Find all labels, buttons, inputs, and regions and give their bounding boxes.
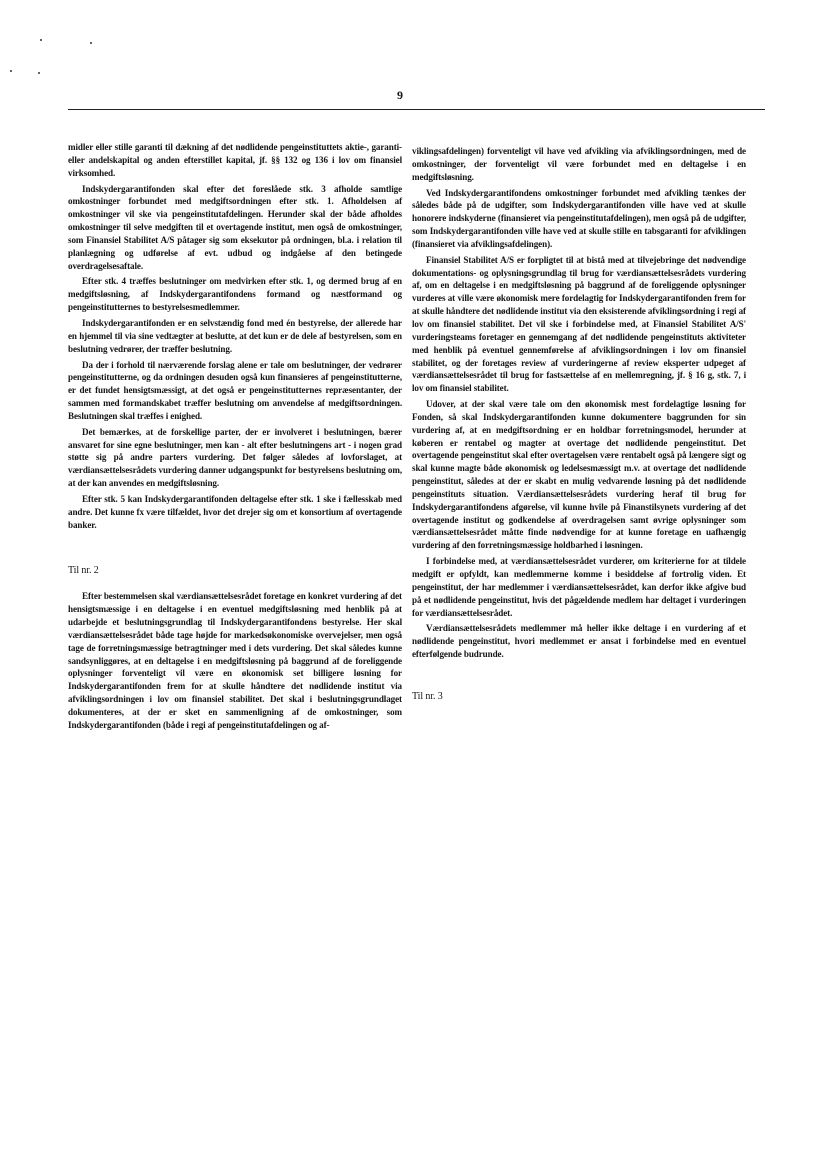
paragraph: I forbindelse med, at værdiansættelsesrådet vurderer, om kriterierne for at tildele medgift er opfyldt, kan medlemmerne komme i besiddelse af fortrolig viden. Et pengeinstitut, der har medlemmer i værdiansættelsesrådet, kan derfor ikke afgive bud på et nødlidende pengeinstitut, hvis det pågældende medlem har deltaget i vurderingen for værdiansættelsesrådet. <box>412 556 746 618</box>
paragraph: Udover, at der skal være tale om den økonomisk mest fordelagtige løsning for Fonden, så skal Indskydergarantifonden kunne dokumentere baggrunden for sin vurdering af, at en medgiftsordning er en holdbar forretningsmodel, herunder at køberen er rentabel og magter at overtage det nødlidende pengeinstitut. Det overtagende pengeinstitut skal efter overtagelsen være rentabelt også på længere sigt og skal kunne magte både økonomisk og ledelsesmæssigt m.v. at overtage det nødlidende pengeinstitut, således at der er skabt en mulig vedvarende løsning på det nødlidende pengeinstituts situation. Værdiansættelsesrådets vurdering heraf til brug for Indskydergarantifondens afgørelse, vil kunne hvile på Finanstilsynets vurdering af det overtagende institut og godkendelse af overdragelsen samt øvrige oplysninger som værdiansættelsesrådet måtte finde nødvendige for at kunne foretage en uafhængig vurdering af den forretningsmæssige holdbarhed i løsningen. <box>412 399 746 551</box>
paragraph: Efter stk. 4 træffes beslutninger om medvirken efter stk. 1, og dermed brug af en medgiftsløsning, af Indskydergarantifondens formand og næstformand og pengeinstitutternes to bestyrelsesmedlemmer. <box>68 276 402 313</box>
paragraph: Da der i forhold til nærværende forslag alene er tale om beslutninger, der vedrører pengeinstitutterne, og da ordningen desuden også kun finansieres af pengeinstitutterne, er det fundet hensigtsmæssigt, at det også er pengeinstitutternes repræsentanter, der sammen med formandskabet træffer beslutning om anvendelse af medgiftsordningen. Beslutningen skal træffes i enighed. <box>68 359 402 421</box>
paragraph: Indskydergarantifonden er en selvstændig fond med én bestyrelse, der allerede har en hjemmel til via sine vedtægter at beslutte, at det kun er de dele af bestyrelsen, som en beslutning vedrører, der træffer beslutning. <box>68 317 402 354</box>
header-rule <box>68 109 765 110</box>
paragraph: Indskydergarantifonden skal efter det foreslåede stk. 3 afholde samtlige omkostninger forbundet med medgiftsordningen efter stk. 1. Afholdelsen af omkostninger vil ske via pengeinstitutafdelingen. Herunder skal der både afholdes omkostninger til selve medgiften til et overtagende institut, men også de omkostninger, som Finansiel Stabilitet A/S påtager sig som eksekutor på ordningen, bl.a. i relation til planlægning og udførelse af evt. udbud og indgåelse af den betingede overdragelsesaftale. <box>68 183 402 271</box>
paragraph: Det bemærkes, at de forskellige parter, der er involveret i beslutningen, bærer ansvaret for sine egne beslutninger, men kan - alt efter beslutningens art - i nogen grad støtte sig på andre parters vurdering. Det følger således af lovforslaget, at værdiansættelsesrådets vurdering danner udgangspunkt for bestyrelsens beslutning om, at der kan anvendes en medgiftsløsning. <box>68 426 402 489</box>
paragraph: viklingsafdelingen) forventeligt vil have ved afvikling via afviklingsordningen, med de omkostninger, der forventeligt vil være forbundet med en deltagelse i en medgiftsløsning. <box>412 146 746 182</box>
paragraph: Efter bestemmelsen skal værdiansættelsesrådet foretage en konkret vurdering af det hensigtsmæssige i en deltagelse i en eventuel medgiftsløsning med henblik på at udarbejde et beslutningsgrundlag til Indskydergarantifondens bestyrelse. Her skal værdiansættelsesrådet både tage højde for markedsøkonomiske overvejelser, men også tage de forretningsmæssige betragtninger med i dets vurdering. Det skal således kunne sandsynliggøres, at en deltagelse i en medgiftsløsning på baggrund af de foreliggende oplysninger forventeligt vil være en økonomisk set billigere løsning for Indskydergarantifonden frem for at skulle håndtere det nødlidende institut via afviklingsordningen i lov om finansiel stabilitet. Det skal i beslutningsgrundlaget dokumenteres, at der er sket en sammenligning af de omkostninger, som Indskydergarantifonden (både i regi af pengeinstitutafdelingen og af- <box>68 591 402 730</box>
right-column <box>412 145 746 716</box>
paragraph: Finansiel Stabilitet A/S er forpligtet til at bistå med at tilvejebringe det nødvendige dokumentations- og oplysningsgrundlag til brug for værdiansættelsesrådets vurdering af, om en deltagelse i en medgiftsløsning på baggrund af de foreliggende oplysninger vurderes at ville være økonomisk mere fordelagtig for Indskydergarantifonden frem for at skulle håndtere det nødlidende institut via den eksisterende afviklingsordning i regi af lov om finansiel stabilitet. Det vil ske i forbindelse med, at Finansiel Stabilitet A/S' vurderingsteams foretager en gennemgang af det nødlidende pengeinstituts aktiviteter med henblik på eventuel gennemførelse af afviklingsordningen i lov om finansiel stabilitet, og der foretages review af vurderingerne af review eksperter udpeget af værdiansættelsesrådet til brug for fastsættelse af en mellemregning, jf. § 16 g, stk. 7, i lov om finansiel stabilitet. <box>412 254 746 394</box>
paragraph: midler eller stille garanti til dækning af det nødlidende pengeinstituttets aktie-, garanti- eller andelskapital og anden efterstillet kapital, jf. §§ 132 og 136 i lov om finansiel virksomhed. <box>68 142 402 178</box>
paragraph: Værdiansættelsesrådets medlemmer må heller ikke deltage i en vurdering af et nødlidende pengeinstitut, hvori medlemmet er ansat i forbindelse med en eventuel efterfølgende budrunde. <box>412 623 746 660</box>
paragraph: Ved Indskydergarantifondens omkostninger forbundet med afvikling tænkes der således både på de udgifter, som Indskydergarantifonden ville have ved at skulle honorere indskyderne (finansieret via pengeinstitutafdelingen), men også på de udgifter, som Indskydergarantifonden ville have ved at skulle stille en tabsgaranti for afviklingen (finansieret via afviklingsafdelingen). <box>412 187 746 249</box>
section-heading: Til nr. 2 <box>68 565 99 577</box>
paragraph: Efter stk. 5 kan Indskydergarantifonden deltagelse efter stk. 1 ske i fællesskab med andre. Det kunne fx være tilfældet, hvor det drejer sig om et konsortium af overtagende banker. <box>68 493 402 530</box>
page-number: 9 <box>397 88 403 102</box>
section-heading: Til nr. 3 <box>412 690 443 702</box>
left-column <box>68 141 402 735</box>
